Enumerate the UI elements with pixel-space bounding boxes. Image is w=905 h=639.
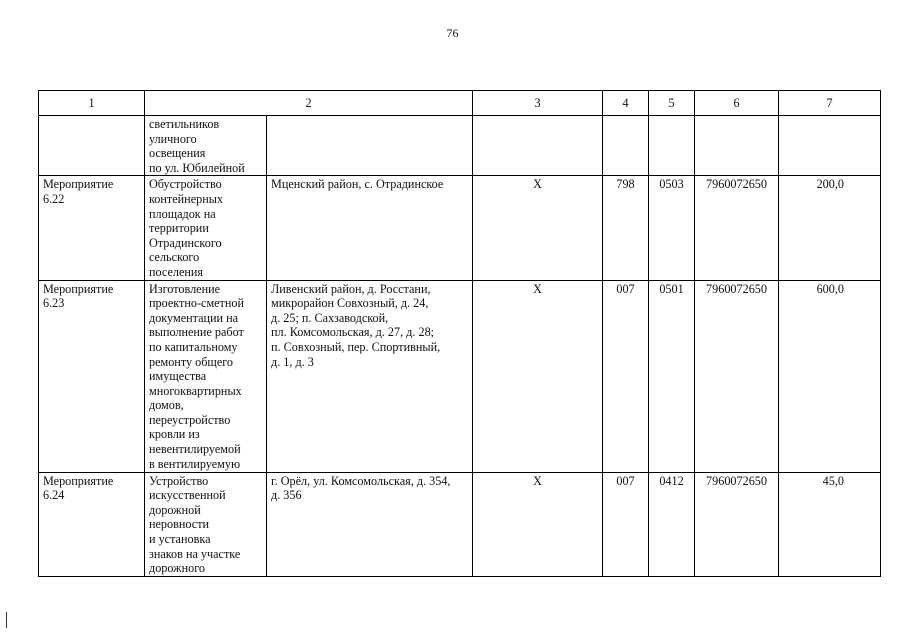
col6-cell: 7960072650 [695, 176, 779, 280]
col7-cell [779, 116, 881, 176]
event-cell: Мероприятие 6.24 [39, 472, 145, 576]
location-cell: Мценский район, с. Отрадинское [267, 176, 473, 280]
name-cell: Устройство искусственной дорожной неровности и установка знаков на участке дорожного [145, 472, 267, 576]
location-cell: г. Орёл, ул. Комсомольская, д. 354, д. 356 [267, 472, 473, 576]
col7-cell: 600,0 [779, 280, 881, 472]
table-row [39, 472, 881, 576]
location-cell: Ливенский район, д. Росстани, микрорайон Совхозный, д. 24, д. 25; п. Сахзаводской, пл. Комсомольская, д. 27, д. 28; п. Совхозный, пер. Спортивный, д. 1, д. 3 [267, 280, 473, 472]
header-col-3: 3 [473, 91, 603, 116]
header-col-5: 5 [649, 91, 695, 116]
table-row [39, 280, 881, 472]
col4-cell: 798 [603, 176, 649, 280]
header-col-2: 2 [145, 91, 473, 116]
col6-cell: 7960072650 [695, 280, 779, 472]
header-col-1: 1 [39, 91, 145, 116]
scan-edge-mark [6, 612, 7, 628]
col3-cell: Х [473, 176, 603, 280]
table-body [39, 116, 881, 577]
header-col-7: 7 [779, 91, 881, 116]
event-cell: Мероприятие 6.23 [39, 280, 145, 472]
location-cell [267, 116, 473, 176]
header-col-6: 6 [695, 91, 779, 116]
budget-table [38, 90, 881, 577]
event-cell [39, 116, 145, 176]
table-row [39, 116, 881, 176]
col5-cell: 0412 [649, 472, 695, 576]
col5-cell: 0503 [649, 176, 695, 280]
col5-cell [649, 116, 695, 176]
name-cell: Обустройство контейнерных площадок на территории Отрадинского сельского поселения [145, 176, 267, 280]
header-col-4: 4 [603, 91, 649, 116]
col5-cell: 0501 [649, 280, 695, 472]
table-header-row [39, 91, 881, 116]
name-cell: светильников уличного освещения по ул. Юбилейной [145, 116, 267, 176]
col3-cell: Х [473, 280, 603, 472]
table-row [39, 176, 881, 280]
col4-cell [603, 116, 649, 176]
event-cell: Мероприятие 6.22 [39, 176, 145, 280]
page-number: 76 [446, 26, 459, 40]
col7-cell: 45,0 [779, 472, 881, 576]
col7-cell: 200,0 [779, 176, 881, 280]
col6-cell [695, 116, 779, 176]
col4-cell: 007 [603, 280, 649, 472]
name-cell: Изготовление проектно-сметной документации на выполнение работ по капитальному ремонту общего имущества многоквартирных домов, переустройство кровли из невентилируемой в вентилируемую [145, 280, 267, 472]
col6-cell: 7960072650 [695, 472, 779, 576]
col4-cell: 007 [603, 472, 649, 576]
col3-cell [473, 116, 603, 176]
col3-cell: Х [473, 472, 603, 576]
